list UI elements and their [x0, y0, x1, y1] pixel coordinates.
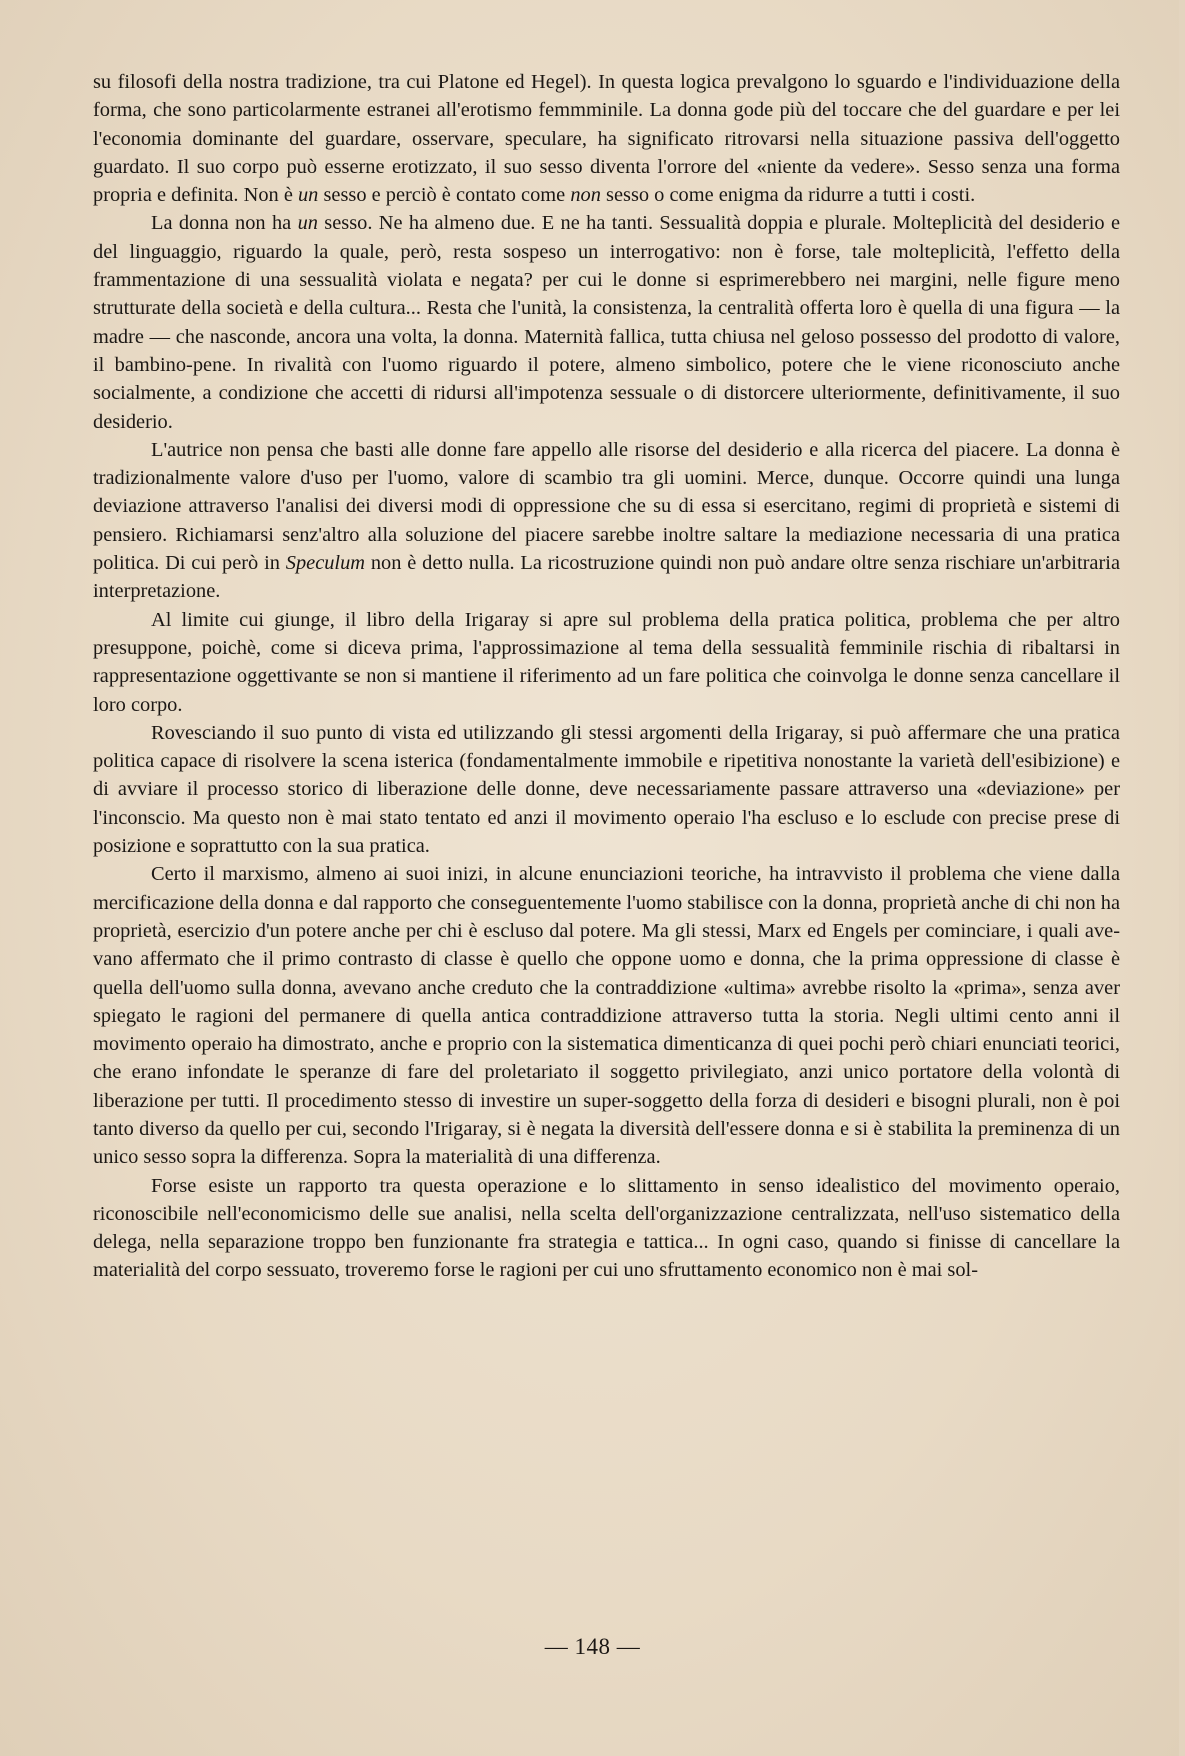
italic-text: un: [297, 184, 319, 207]
body-text: [93, 68, 1120, 1285]
italic-text: non: [570, 184, 601, 207]
paragraph: [93, 719, 1120, 860]
italic-text: Speculum: [285, 552, 366, 575]
paragraph: [93, 1172, 1120, 1285]
text-run: Rovesciando il suo punto di vista ed utilizzando gli stessi argomenti della Irigaray, si può affermare che una pratica politica capace di risolvere la scena isterica (fondamentalmente immobile e ripetitiva nonostante la varietà dell'esibizione) e di avviare il processo storico di liberazione delle donne, deve necessariamente passare attraverso una «deviazione» per l'inconscio. Ma questo non è mai stato tentato ed anzi il movimento operaio l'ha escluso e lo esclude con precise prese di posizione e soprattutto con la sua pratica.: [93, 721, 1120, 858]
text-run: su filosofi della nostra tradizione, tra cui Platone ed Hegel). In questa logica prevalgono lo sguardo e l'individuazione della forma, che sono particolarmente estranei all'erotismo femmminile. La donna gode più del toccare che del guardare e per lei l'economia dominante del guardare, osservare, speculare, ha significato ritrovarsi nella situazione passiva dell'oggetto guardato. Il suo corpo può esserne erotizzato, il suo sesso diventa l'orrore del «niente da vedere». Sesso senza una forma propria e definita. Non è: [93, 71, 1120, 207]
text-run: non è detto nulla. La ricostruzione quindi non può andare oltre senza rischiare un'arbitraria interpretazione.: [93, 552, 1120, 603]
text-run: Certo il marxismo, almeno ai suoi inizi, in alcune enunciazioni teoriche, ha intravvisto il problema che viene dalla mercificazione della donna e dal rapporto che conseguentemente l'uomo stabilisce con la donna, proprietà anche di chi non ha proprietà, esercizio d'un potere anche per chi è escluso dal potere. Ma gli stessi, Marx ed Engels per cominciare, i quali avevano affermato che il primo contrasto di classe è quello che oppone uomo e donna, che la prima oppressione di classe è quella dell'uomo sulla donna, avevano anche creduto che la contraddizione «ultima» avrebbe risolto la «prima», senza aver spiegato le ragioni del permanere di quella antica contraddizione attraverso tutta la storia. Negli ultimi cento anni il movimento operaio ha dimostrato, anche e proprio con la sistematica dimenticanza di quei pochi però chiari enunciati teorici, che erano infondate le speranze di fare del proletariato il soggetto privilegiato, anzi unico portatore della volontà di liberazione per tutti. Il procedimento stesso di investire un super-soggetto della forza di desideri e bisogni plurali, non è poi tanto diverso da quello per cui, secondo l'Irigaray, si è negata la diversità dell'essere donna e si è stabilita la preminenza di un unico sesso sopra la differenza. Sopra la materialità di una differenza.: [93, 863, 1120, 1169]
paragraph: [93, 436, 1120, 606]
italic-text: un: [297, 212, 318, 235]
paragraph: [93, 209, 1120, 435]
text-run: La donna non ha: [151, 212, 298, 235]
paragraph: [93, 860, 1120, 1171]
paragraph: [93, 68, 1120, 209]
paragraph: [93, 606, 1120, 719]
text-run: Forse esiste un rapporto tra questa operazione e lo slittamento in senso idealistico del movimento operaio, riconoscibile nell'economicismo delle sue analisi, nella scelta dell'organizzazione centralizzata, nell'uso sistematico della delega, nella separazione troppo ben funzionante fra strategia e tattica... In ogni caso, quando si finisse di cancellare la materialità del corpo sessuato, troveremo forse le ragioni per cui uno sfruttamento economico non è mai sol-: [93, 1174, 1120, 1282]
text-run: sesso. Ne ha almeno due. E ne ha tanti. Sessualità doppia e plurale. Molteplicità del desiderio e del linguaggio, riguardo la quale, però, resta sospeso un interrogativo: non è forse, tale molteplicità, l'effetto della frammentazione di una sessualità violata e negata? per cui le donne si esprimerebbero nei margini, nelle figure meno strutturate della società e della cultura... Resta che l'unità, la consistenza, la centralità offerta loro è quella di una figura — la madre — che nasconde, ancora una volta, la donna. Maternità fallica, tutta chiusa nel geloso possesso del prodotto di valore, il bambino-pene. In rivalità con l'uomo riguardo il potere, almeno simbolico, potere che le viene riconosciuto anche socialmente, a condizione che accetti di ridursi all'impotenza sessuale o di distorcere ulteriormente, definitivamente, il suo desiderio.: [93, 212, 1121, 433]
text-run: sesso o come enigma da ridurre a tutti i costi.: [600, 184, 976, 207]
page-number: — 148 —: [544, 1634, 641, 1659]
text-run: sesso e perciò è contato come: [318, 184, 571, 207]
text-run: Al limite cui giunge, il libro della Irigaray si apre sul problema della pratica politica, problema che per altro presuppone, poichè, come si diceva prima, l'approssimazione al tema della sessualità femminile rischia di ribaltarsi in rappresentazione oggettivante se non si mantiene il riferimento ad un fare politica che coinvolga le donne senza cancellare il loro corpo.: [93, 608, 1120, 716]
page-edge: [1179, 0, 1185, 1756]
text-run: L'autrice non pensa che basti alle donne fare appello alle risorse del desiderio e alla ricerca del piacere. La donna è tradizionalmente valore d'uso per l'uomo, valore di scambio tra gli uomini. Merce, dunque. Occorre quindi una lunga deviazione attraverso l'analisi dei diversi modi di oppressione che su di essa si esercitano, regimi di proprietà e sistemi di pensiero. Richiamarsi senz'altro alla soluzione del piacere sarebbe inoltre saltare la mediazione necessaria di una pratica politica. Di cui però in: [93, 438, 1120, 575]
